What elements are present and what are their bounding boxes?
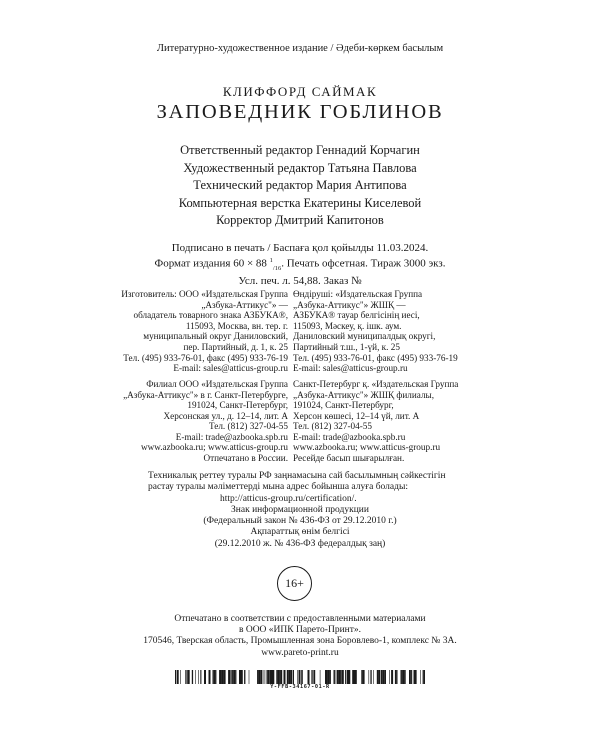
barcode-bar <box>242 670 243 684</box>
barcode-bar <box>423 670 424 684</box>
editorial-staff <box>0 142 600 230</box>
barcode-bar <box>334 670 335 684</box>
barcode-bar <box>342 670 344 684</box>
barcode-text: Y-FFB-34167-01-R <box>270 684 330 690</box>
barcode-bar <box>423 670 424 684</box>
staff-line: Ответственный редактор Геннадий Корчагин <box>180 143 420 157</box>
barcode-bar <box>219 670 220 684</box>
barcode-bar <box>233 670 234 684</box>
right-branch-line: 191024, Санкт-Петербург, <box>293 400 394 411</box>
printing-house-info <box>0 614 600 659</box>
barcode-bar <box>224 670 226 684</box>
tech-line: растау туралы мәліметтерді мына адрес бойынша алуға болады: <box>148 482 408 493</box>
barcode-bar <box>395 670 396 684</box>
left-maker-line: муниципальный округ Даниловский, <box>143 331 288 342</box>
barcode-bar <box>401 670 402 684</box>
barcode-bar <box>341 670 342 684</box>
barcode-bar <box>377 670 378 684</box>
znak-line: Знак информационной продукции <box>231 505 369 515</box>
barcode-bar <box>268 670 269 684</box>
barcode-bar <box>349 670 350 684</box>
barcode-bar <box>369 670 370 684</box>
barcode-bar <box>381 670 383 684</box>
right-maker-line: Даниловский муниципалдық округі, <box>293 331 436 342</box>
barcode-bar <box>416 670 417 684</box>
barcode-bar <box>213 670 214 684</box>
barcode-bar <box>230 670 231 684</box>
barcode-bar <box>337 670 339 684</box>
barcode-bar <box>404 670 405 684</box>
barcode-bar <box>222 670 224 684</box>
barcode-bar <box>334 670 335 684</box>
barcode-bar <box>244 670 245 684</box>
staff-line: Технический редактор Мария Антипова <box>193 178 407 193</box>
right-maker-line: Өндіруші: «Издательская Группа <box>293 289 423 299</box>
barcode-bar <box>278 670 280 684</box>
author-name: КЛИФФОРД САЙМАК <box>222 84 378 99</box>
barcode-bar <box>200 670 201 684</box>
barcode-bar <box>201 670 202 684</box>
printed-line: Отпечатано в соответствии с предоставленными материалами <box>174 614 426 624</box>
left-branch-line: Тел. (812) 327-04-55 <box>209 421 288 432</box>
barcode-bar <box>284 670 286 684</box>
right-branch-block <box>293 379 503 443</box>
barcode-bar <box>293 670 294 684</box>
barcode-bar <box>276 670 277 684</box>
barcode-bar <box>280 670 281 684</box>
right-branch-line: Санкт-Петербург қ. «Издательская Группа <box>293 379 459 389</box>
barcode-bar <box>347 670 349 684</box>
right-maker-line: Партийный т.ш., 1-үй, к. 25 <box>293 341 400 352</box>
znak-line: Ақпараттық өнім белгісі <box>250 527 350 538</box>
barcode-bar <box>302 670 303 684</box>
tech-line: Техникалық реттеу туралы РФ заңнамасына сай басылымның сәйкестігін <box>148 471 446 481</box>
barcode-bar <box>189 670 190 684</box>
barcode-bar <box>180 670 181 684</box>
barcode-bar <box>301 670 302 684</box>
left-branch-line: 191024, Санкт-Петербург, <box>187 400 288 411</box>
barcode-bar <box>425 670 426 684</box>
print-info <box>0 242 600 288</box>
staff-line: Корректор Дмитрий Капитонов <box>216 213 384 228</box>
barcode-bar <box>412 670 413 684</box>
barcode-bar <box>195 670 196 684</box>
barcode-bar <box>260 670 262 684</box>
barcode-bar <box>178 670 179 684</box>
left-maker-line: обладатель товарного знака АЗБУКА®, <box>133 310 288 321</box>
left-maker-block <box>100 289 288 374</box>
barcode-bar <box>302 670 303 684</box>
printed-line: 170546, Тверская область, Промышленная зона Боровлево-1, комплекс № 3А. <box>143 636 457 647</box>
barcode-bar <box>233 670 234 684</box>
barcode-bar <box>259 670 260 684</box>
znak-line: (Федеральный закон № 436-ФЗ от 29.12.2010 г.) <box>203 516 397 527</box>
right-maker-line: АЗБУКА® тауар белгісінің иесі, <box>293 310 420 321</box>
barcode-bar <box>236 670 237 684</box>
right-web-block <box>293 442 503 463</box>
barcode-bar <box>311 670 312 684</box>
barcode-bar <box>313 670 314 684</box>
tech-regulation-note <box>148 471 478 505</box>
barcode <box>175 670 425 684</box>
barcode-bar <box>209 670 211 684</box>
right-maker-block <box>293 289 503 374</box>
barcode-bar <box>409 670 410 684</box>
staff-line: Компьютерная верстка Екатерины Киселевой <box>178 195 422 210</box>
barcode-bar <box>235 670 236 684</box>
genre-line: Литературно-художественное издание / Әдеби-көркем басылым <box>156 43 444 54</box>
barcode-bar <box>271 670 273 684</box>
left-web-block <box>100 442 288 463</box>
barcode-bar <box>187 670 189 684</box>
format-pre: Формат издания 60 × 88 <box>154 257 270 270</box>
barcode-bar <box>215 670 216 684</box>
barcode-bar <box>361 670 362 684</box>
barcode-bar <box>363 670 365 684</box>
barcode-bar <box>420 670 421 684</box>
barcode-bar <box>239 670 241 684</box>
left-maker-line: E-mail: sales@atticus-group.ru <box>173 363 288 374</box>
barcode-bar <box>383 670 385 684</box>
barcode-bar <box>257 670 258 684</box>
book-title: ЗАПОВЕДНИК ГОБЛИНОВ <box>156 101 444 123</box>
left-maker-line: „Азбука-Аттикус"» — <box>201 299 288 310</box>
format-num: 1 <box>269 256 273 264</box>
barcode-bar <box>269 670 270 684</box>
barcode-bar <box>401 670 402 684</box>
barcode-bar <box>410 670 411 684</box>
barcode-bar <box>327 670 328 684</box>
barcode-bar <box>325 670 327 684</box>
format-den: /16 <box>272 264 282 272</box>
right-branch-line: E-mail: trade@azbooka.spb.ru <box>293 431 406 442</box>
barcode-bar <box>228 670 230 684</box>
printed-line: www.pareto-print.ru <box>261 647 339 658</box>
left-branch-line: Филиал ООО «Издательская Группа <box>146 379 288 389</box>
barcode-bar <box>297 670 298 684</box>
barcode-bar <box>281 670 282 684</box>
age-rating-text: 16+ <box>285 576 304 590</box>
barcode-bar <box>214 670 215 684</box>
barcode-bar <box>389 670 390 684</box>
barcode-bar <box>231 670 232 684</box>
barcode-bar <box>198 670 199 684</box>
right-maker-line: Тел. (495) 933-76-01, факс (495) 933-76-19 <box>293 352 458 363</box>
staff-line: Художественный редактор Татьяна Павлова <box>183 160 417 175</box>
barcode-bar <box>258 670 259 684</box>
barcode-bar <box>356 670 357 684</box>
right-branch-line: Херсон көшесі, 12–14 үй, лит. А <box>293 410 420 421</box>
barcode-bar <box>270 670 271 684</box>
barcode-bar <box>273 670 274 684</box>
barcode-bar <box>402 670 404 684</box>
right-branch-line: Тел. (812) 327-04-55 <box>293 421 372 432</box>
printed-line: в ООО «ИПК Парето-Принт». <box>238 625 362 636</box>
left-branch-line: „Азбука-Аттикус"» в г. Санкт-Петербурге, <box>123 389 288 400</box>
barcode-bar <box>396 670 397 684</box>
right-maker-line: „Азбука-Аттикус"» ЖШҚ — <box>293 299 406 310</box>
sheets-line: Усл. печ. л. 54,88. Заказ № <box>238 275 362 288</box>
left-branch-line: Херсонская ул., д. 12–14, лит. А <box>163 410 288 421</box>
barcode-bar <box>414 670 416 684</box>
barcode-bar <box>373 670 374 684</box>
barcode-bar <box>345 670 346 684</box>
barcode-bar <box>290 670 292 684</box>
barcode-bar <box>265 670 266 684</box>
signed-line: Подписано в печать / Баспаға қол қойылды 11.03.2024. <box>171 242 429 254</box>
barcode-bar <box>339 670 341 684</box>
left-branch-line: E-mail: trade@azbooka.spb.ru <box>175 431 288 442</box>
barcode-bar <box>314 670 315 684</box>
barcode-bar <box>267 670 268 684</box>
barcode-bar <box>177 670 178 684</box>
barcode-bar <box>241 670 242 684</box>
znak-line: (29.12.2010 ж. № 436-ФЗ федералдық заң) <box>214 538 386 549</box>
format-line <box>0 255 600 275</box>
barcode-bar <box>320 670 321 684</box>
left-maker-line: пер. Партийный, д. 1, к. 25 <box>183 341 288 352</box>
left-maker-line: Изготовитель: ООО «Издательская Группа <box>121 289 288 299</box>
barcode-bar <box>328 670 330 684</box>
left-branch-block <box>100 379 288 443</box>
left-maker-line: Тел. (495) 933-76-01, факс (495) 933-76-19 <box>123 352 288 363</box>
barcode-bar <box>416 670 417 684</box>
left-maker-line: 115093, Москва, вн. тер. г. <box>185 320 288 331</box>
barcode-bar <box>391 670 393 684</box>
tech-line: http://atticus-group.ru/certification/. <box>220 493 357 504</box>
barcode-bar <box>385 670 386 684</box>
right-maker-line: E-mail: sales@atticus-group.ru <box>293 363 408 374</box>
left-web: www.azbooka.ru; www.atticus-group.ru <box>140 442 288 452</box>
right-maker-line: 115093, Мәскеу, қ. ішк. аум. <box>293 320 402 331</box>
barcode-bar <box>287 670 289 684</box>
barcode-bar <box>220 670 222 684</box>
barcode-bar <box>352 670 353 684</box>
barcode-bar <box>354 670 356 684</box>
format-post: . Печать офсетная. Тираж 3000 экз. <box>281 257 446 270</box>
barcode-bar <box>370 670 371 684</box>
barcode-bar <box>204 670 206 684</box>
right-web: www.azbooka.ru; www.atticus-group.ru <box>293 442 441 452</box>
barcode-bar <box>330 670 331 684</box>
barcode-bar <box>192 670 193 684</box>
barcode-bar <box>175 670 176 684</box>
barcode-bar <box>299 670 301 684</box>
left-printed-in: Отпечатано в России. <box>203 452 288 463</box>
barcode-bar <box>185 670 186 684</box>
right-branch-line: „Азбука-Аттикус"» ЖШҚ филиалы, <box>293 389 435 400</box>
barcode-bar <box>341 670 342 684</box>
info-product-sign <box>0 505 600 550</box>
barcode-bar <box>378 670 380 684</box>
barcode-bar <box>308 670 310 684</box>
barcode-bar <box>263 670 264 684</box>
barcode-bar <box>289 670 290 684</box>
age-rating-badge <box>277 566 312 601</box>
right-printed-in: Ресейде басып шығарылған. <box>293 452 405 463</box>
barcode-bar <box>249 670 250 684</box>
